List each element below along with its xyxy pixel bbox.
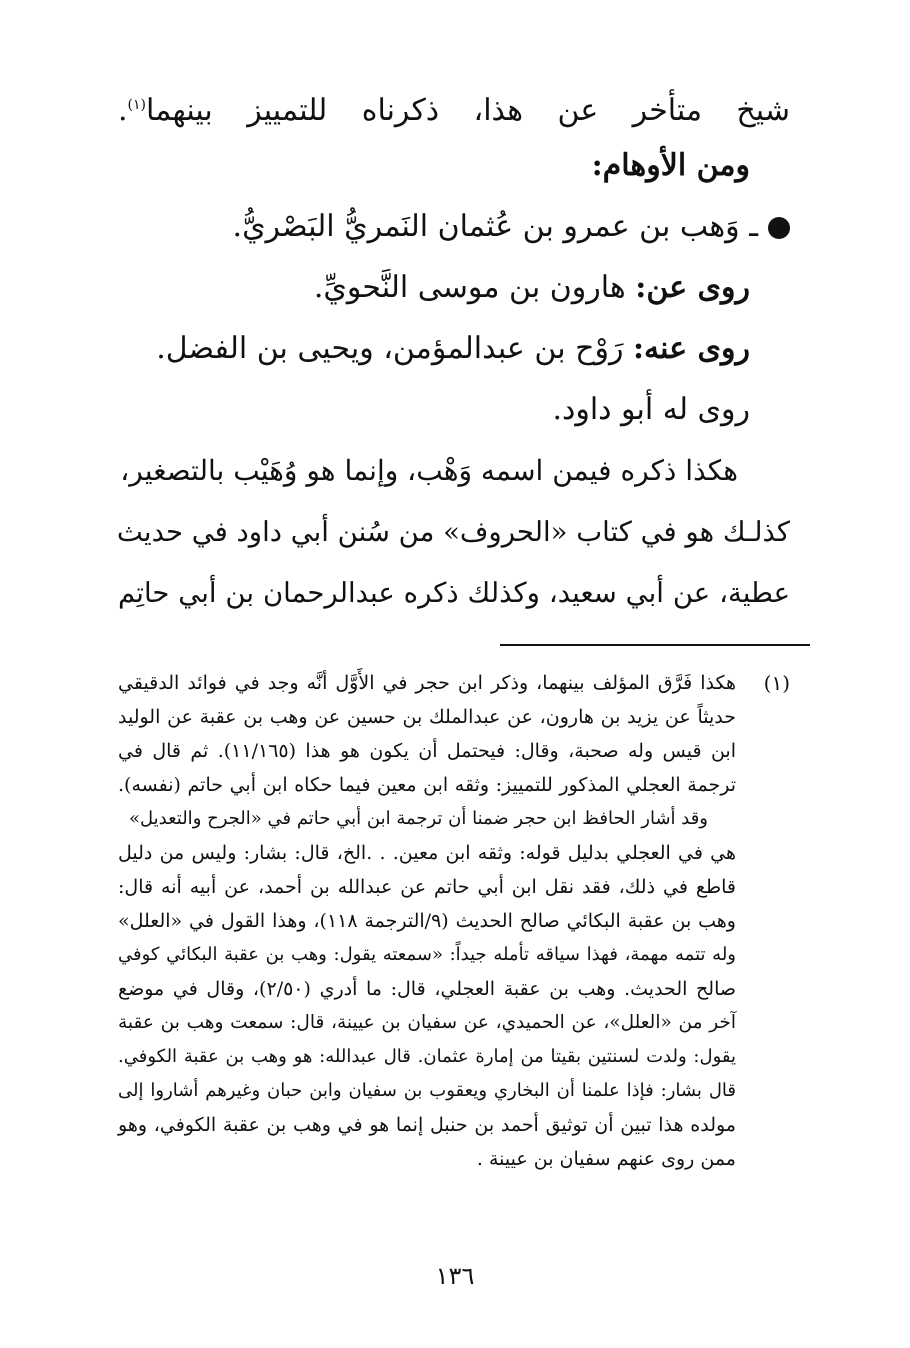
footnote-line: وهب بن عقبة البكائي صالح الحديث (٩/الترجمة ١١٨)، وهذا القول في «العلل» [118, 910, 736, 932]
rawa-anhu-line [118, 331, 790, 395]
footnote-reference: (١) [127, 97, 147, 113]
text-line [118, 90, 790, 151]
footnote-line: وقد أشار الحافظ ابن حجر ضمنا أن ترجمة ابن أبي حاتم في «الجرح والتعديل» [128, 808, 708, 829]
paragraph-line: هكذا ذكره فيمن اسمه وَهْب، وإنما هو وُهَيْب بالتصغير، [120, 454, 738, 487]
rawa-an-line [118, 270, 790, 334]
paragraph-line: عطية، عن أبي سعيد، وكذلك ذكره عبدالرحمان بن أبي حاتِم [118, 577, 790, 609]
footnote-line: قاطع في ذلك، فقد نقل ابن أبي حاتم عن عبدالله بن أحمد، عن أبيه أنه قال: [118, 876, 736, 898]
footnote-line: ترجمة العجلي المذكور للتمييز: وثقه ابن معين فيما حكاه ابن أبي حاتم (نفسه). [118, 774, 736, 796]
footnote-line: هي في العجلي بدليل قوله: وثقه ابن معين. . .الخ، قال: بشار: وليس من دليل [118, 842, 736, 864]
paragraph-line: كذلـك هو في كتاب «الحروف» من سُنن أبي داود في حديث [116, 516, 790, 548]
text-line-content: شيخ متأخر عن هذا، ذكرناه للتمييز بينهما [146, 93, 790, 128]
footnote-line: يقول: ولدت لسنتين بقيتا من إمارة عثمان. قال عبدالله: هو وهب بن عقبة الكوفي. [118, 1046, 736, 1067]
entry-title-line [118, 209, 790, 273]
main-text [118, 90, 790, 639]
footnote-line: مولده هذا تبين أن توثيق أحمد بن حنبل إنما هو في وهب بن عقبة الكوفي، وهو [118, 1114, 736, 1136]
footnote-line: ابن قيس وله صحبة، وقال: فيحتمل أن يكون هو هذا (١١/١٦٥). ثم قال في [118, 740, 736, 762]
footnote-line: ممن روى عنهم سفيان بن عيينة . [476, 1148, 736, 1170]
footnote-line: قال بشار: فإذا علمنا أن البخاري ويعقوب بن سفيان وابن حبان وغيرهم أشاروا إلى [118, 1080, 736, 1101]
footnote-marker: (١) [763, 671, 790, 695]
footnote-body [118, 666, 736, 1176]
footnote-line: وله تتمه مهمة، فهذا سياقه تأمله جيداً: «سمعته يقول: وهب بن عقبة البكائي كوفي [118, 944, 736, 965]
rawa-lahu-line: روى له أبو داود. [552, 392, 750, 427]
footnote-line: حديثاً عن يزيد بن هارون، عن عبدالملك بن حسين عن وهب بن عقبة عن الوليد [118, 706, 736, 728]
footnote-line: هكذا فَرَّق المؤلف بينهما، وذكر ابن حجر في الأَوَّل أنَّه وجد في فوائد الدقيقي [118, 672, 736, 694]
footnote-line: آخر من «العلل»، عن الحميدي، عن سفيان بن عيينة، قال: سمعت وهب بن عقبة [118, 1012, 736, 1033]
text-line-end: . [118, 93, 128, 128]
rawa-anhu-text: رَوْح بن عبدالمؤمن، ويحيى بن الفضل. [156, 331, 624, 366]
section-heading: ومن الأوهام: [591, 148, 750, 183]
page-number: ١٣٦ [435, 1262, 475, 1290]
rawa-an-text: هارون بن موسى النَّحويِّ. [313, 270, 626, 305]
bullet-icon [768, 217, 790, 239]
footnotes [118, 666, 790, 1176]
footnote-divider [500, 644, 810, 646]
rawa-anhu-label: روى عنه: [632, 331, 750, 366]
rawa-an-label: روى عن: [635, 270, 750, 305]
footnote-line: صالح الحديث. وهب بن عقبة العجلي، قال: ما أدري (٢/٥٠)، وقال في موضع [118, 978, 736, 1000]
entry-title: ـ وَهب بن عمرو بن عُثمان النَمريُّ البَصْريُّ. [232, 209, 758, 244]
